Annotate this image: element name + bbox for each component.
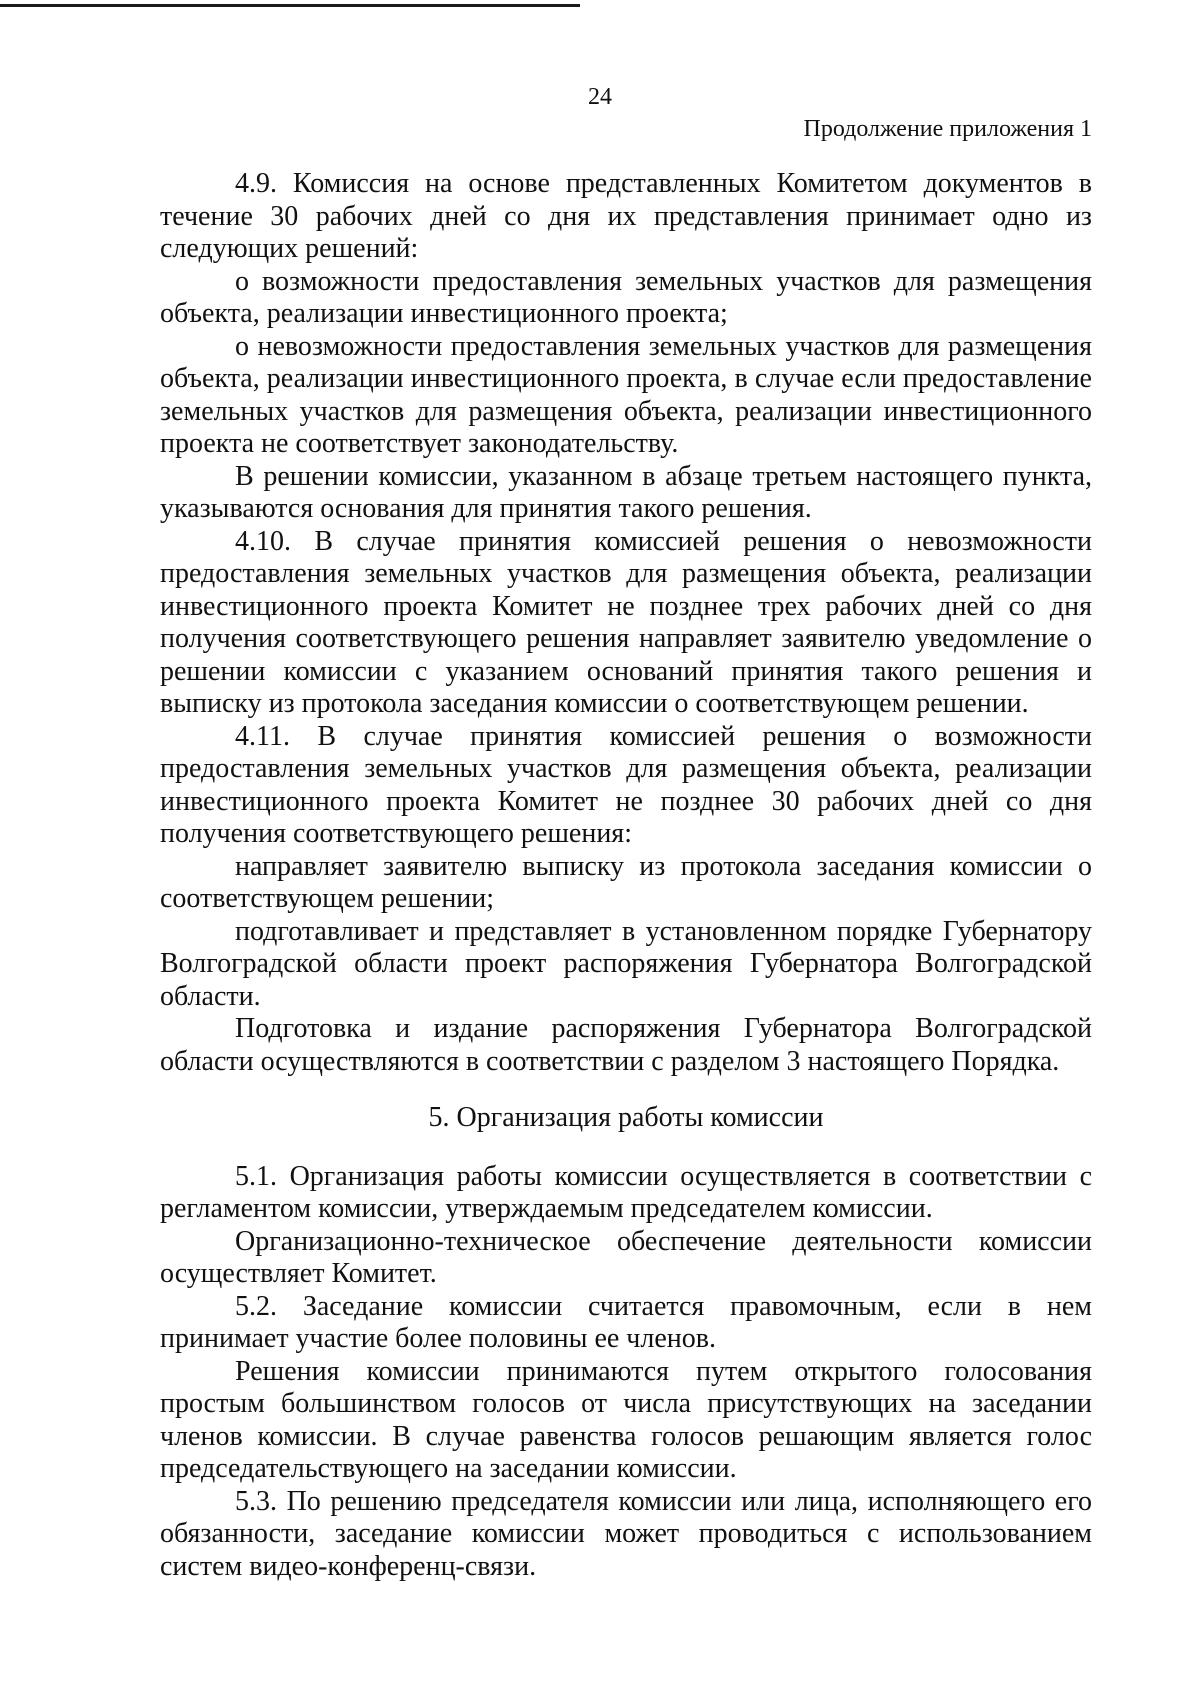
paragraph-sends-extract: направляет заявителю выписку из протокола заседания комиссии о соответствующем решении; [160,850,1092,914]
paragraph-decision-grounds: В решении комиссии, указанном в абзаце третьем настоящего пункта, указываются основания для принятия такого решения. [160,460,1092,524]
appendix-continuation-label: Продолжение приложения 1 [803,116,1092,142]
page-number: 24 [588,84,612,110]
paragraph-4-9: 4.9. Комиссия на основе представленных Комитетом документов в течение 30 рабочих дней со дня их представления принимает одно из следующих решений: [160,168,1092,264]
paragraph-4-11: 4.11. В случае принятия комиссией решения о возможности предоставления земельных участков для размещения объекта, реализации инвестиционного проекта Комитет не позднее 30 рабочих дней со дня получения соответствующего решения: [160,720,1092,849]
paragraph-4-10: 4.10. В случае принятия комиссией решения о невозможности предоставления земельных участков для размещения объекта, реализации инвестиционного проекта Комитет не позднее трех рабочих дней со дня получения соответствующего решения направляет заявителю уведомление о решении комиссии с указанием оснований принятия такого решения и выписку из протокола заседания комиссии о соответствующем решении. [160,525,1092,719]
paragraph-5-3: 5.3. По решению председателя комиссии или лица, исполняющего его обязанности, заседание комиссии может проводиться с использованием систем видео-конференц-связи. [160,1485,1092,1582]
paragraph-option-impossible: о невозможности предоставления земельных участков для размещения объекта, реализации инвестиционного проекта, в случае если предоставление земельных участков для размещения объекта, реализации инвестиционного проекта не соответствует законодательству. [160,330,1092,459]
paragraph-voting: Решения комиссии принимаются путем открытого голосования простым большинством голосов от числа присутствующих на заседании членов комиссии. В случае равенства голосов решающим является голос председательствующего на заседании комиссии. [160,1355,1092,1484]
paragraph-technical-support: Организационно-техническое обеспечение деятельности комиссии осуществляет Комитет. [160,1225,1092,1289]
paragraph-order-issuance: Подготовка и издание распоряжения Губернатора Волгоградской области осуществляются в соответствии с разделом 3 настоящего Порядка. [160,1013,1092,1077]
paragraph-5-2: 5.2. Заседание комиссии считается правомочным, если в нем принимает участие более половины ее членов. [160,1290,1092,1354]
section-heading: 5. Организация работы комиссии [428,1102,824,1133]
paragraph-option-possible: о возможности предоставления земельных участков для размещения объекта, реализации инвестиционного проекта; [160,265,1092,329]
scan-edge-line [0,4,580,7]
paragraph-5-1: 5.1. Организация работы комиссии осуществляется в соответствии с регламентом комиссии, утверждаемым председателем комиссии. [160,1160,1092,1224]
document-body [160,168,1092,1583]
paragraph-prepares-draft: подготавливает и представляет в установленном порядке Губернатору Волгоградской области проект распоряжения Губернатора Волгоградской области. [160,915,1092,1012]
